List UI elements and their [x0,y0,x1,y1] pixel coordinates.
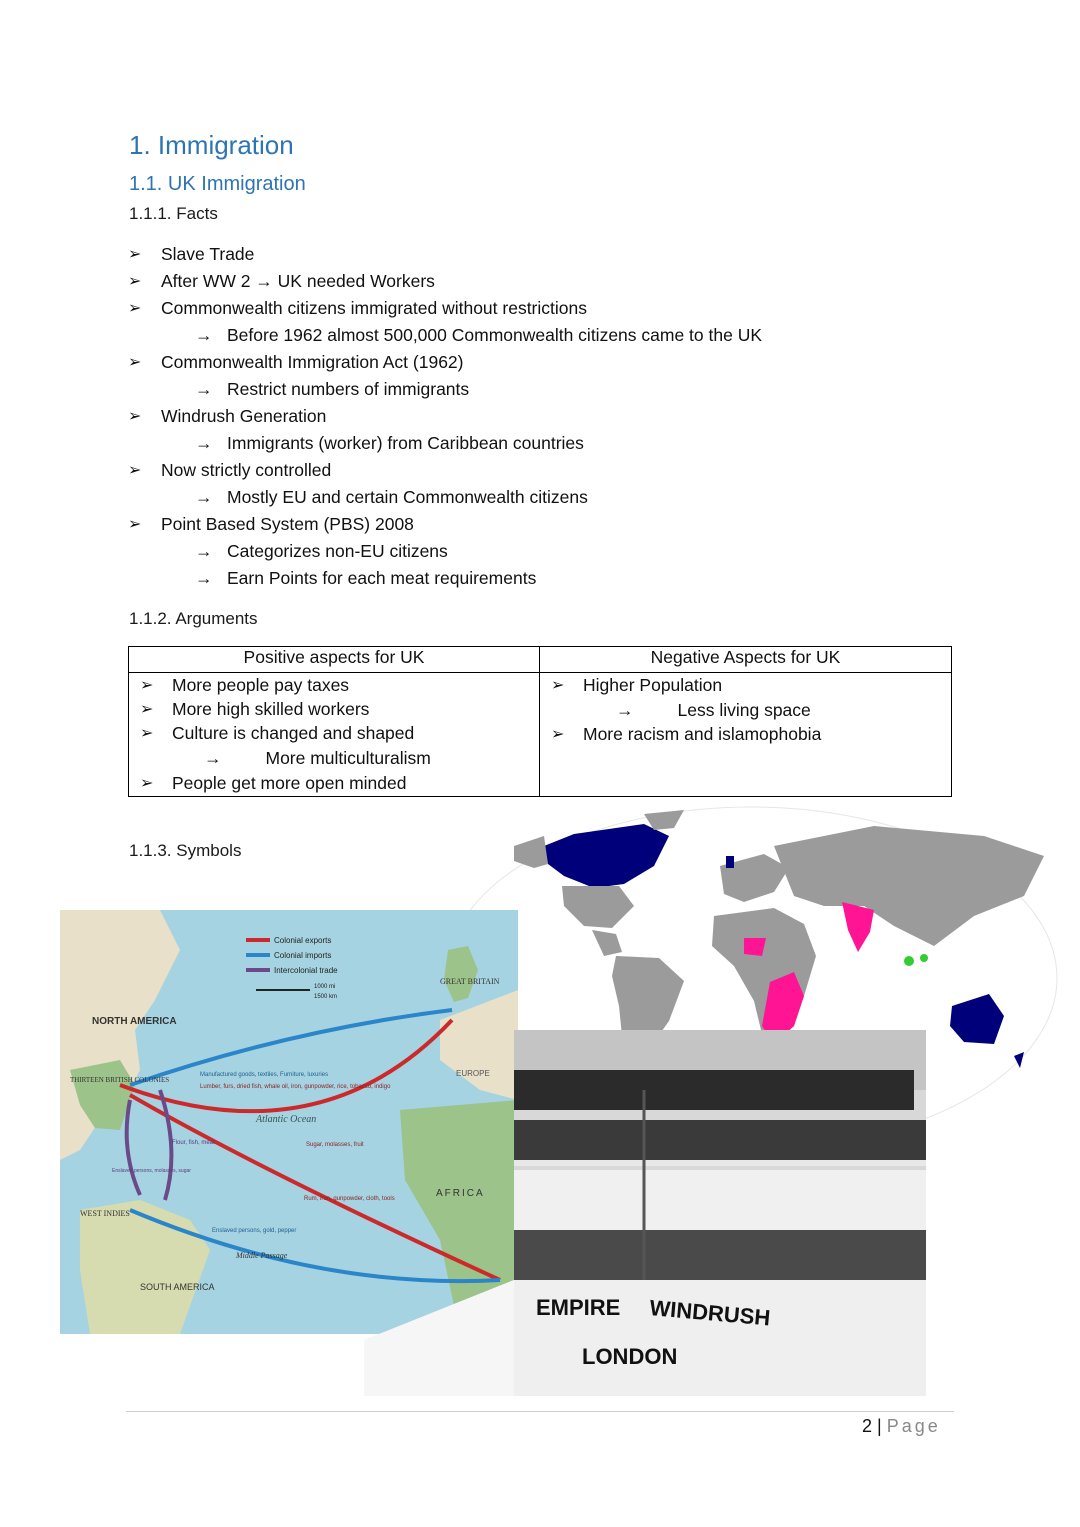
ship-name-windrush: WINDRUSH [648,1295,772,1331]
bullet-arrow-icon: ➢ [128,408,142,425]
positive-header: Positive aspects for UK [129,647,540,673]
bullet-arrow-icon: ➢ [140,725,154,742]
bullet-arrow-icon: ➢ [551,726,565,743]
route-label-manufactured: Manufactured goods, textiles, Furniture, luxuries [200,1072,329,1078]
ship-name-empire: EMPIRE [536,1295,621,1320]
page-number: 2 | Page [862,1416,941,1436]
label-great-britain: GREAT BRITAIN [440,977,500,986]
label-atlantic: Atlantic Ocean [256,1114,317,1125]
bullet-arrow-icon: ➢ [140,701,154,718]
right-arrow-icon: → [195,325,213,345]
negative-item: ➢ More racism and islamophobia [551,724,822,744]
negative-subitem: → Less living space [616,700,811,720]
scale-km: 1500 km [314,994,338,1000]
right-arrow-icon: → [195,433,213,453]
bullet-arrow-icon: ➢ [128,300,142,317]
positive-item: ➢ More people pay taxes [140,675,350,695]
label-europe: EUROPE [456,1069,490,1078]
ship-port-london: LONDON [582,1344,678,1369]
arguments-heading: 1.1.2. Arguments [129,609,258,628]
legend-intercolonial: Intercolonial trade [274,966,338,975]
fact-windrush: ➢ Windrush Generation [128,406,327,426]
bullet-arrow-icon: ➢ [551,677,565,694]
positive-item: ➢ More high skilled workers [140,699,370,719]
positive-item: ➢ Culture is changed and shaped [140,723,415,743]
negative-header: Negative Aspects for UK [540,647,952,673]
fact-controlled-sub: → Mostly EU and certain Commonwealth citizens [195,487,588,507]
bullet-arrow-icon: ➢ [140,677,154,694]
legend-imports: Colonial imports [274,951,332,960]
label-africa: AFRICA [436,1188,485,1199]
route-label-enslaved: Enslaved persons, gold, pepper [212,1228,297,1234]
fact-controlled: ➢ Now strictly controlled [128,460,332,480]
bullet-arrow-icon: ➢ [128,516,142,533]
uk-region [726,856,734,868]
bullet-arrow-icon: ➢ [128,246,142,263]
bullet-arrow-icon: ➢ [140,775,154,792]
right-arrow-icon: → [195,541,213,561]
right-arrow-icon: → [616,700,634,720]
route-label-sugar: Sugar, molasses, fruit [306,1142,364,1148]
label-middle-passage: Middle Passage [236,1251,288,1260]
positive-cell [129,673,540,797]
label-thirteen-colonies: THIRTEEN BRITISH COLONIES [70,1076,170,1084]
label-south-america: SOUTH AMERICA [140,1282,215,1292]
scale-mi: 1000 mi [314,984,336,990]
bullet-arrow-icon: ➢ [128,273,142,290]
route-label-lumber: Lumber, furs, dried fish, whale oil, iron, gunpowder, rice, tobacco, indigo [200,1084,391,1090]
bullet-arrow-icon: ➢ [128,354,142,371]
footer-rule [126,1411,954,1412]
positive-item: ➢ People get more open minded [140,773,407,793]
label-north-america: NORTH AMERICA [92,1016,177,1027]
section-title: 1.1. UK Immigration [129,173,306,195]
fact-windrush-sub: → Immigrants (worker) from Caribbean countries [195,433,584,453]
bullet-arrow-icon: ➢ [128,462,142,479]
fact-commonwealth: ➢ Commonwealth citizens immigrated without restrictions [128,298,587,318]
arguments-table [128,646,952,797]
route-label-intercolonial: Enslaved persons, molasses, sugar [112,1168,191,1174]
right-arrow-icon: → [195,379,213,399]
fact-pbs-sub1: → Categorizes non-EU citizens [195,541,448,561]
fact-pbs: ➢ Point Based System (PBS) 2008 [128,514,414,534]
label-west-indies: WEST INDIES [80,1209,130,1218]
negative-cell [540,673,952,797]
empire-windrush-photo [364,1030,926,1396]
negative-item: ➢ Higher Population [551,675,723,695]
right-arrow-icon: → [204,748,222,768]
positive-subitem: → More multiculturalism [204,748,431,768]
fact-pbs-sub2: → Earn Points for each meat requirements [195,568,537,588]
fact-act-sub: → Restrict numbers of immigrants [195,379,470,399]
fact-after-ww2: ➢ After WW 2 → UK needed Workers [128,271,435,291]
legend-exports: Colonial exports [274,936,332,945]
fact-slave-trade: ➢ Slave Trade [128,244,255,264]
page-title: 1. Immigration [129,130,294,160]
right-arrow-icon: → [195,568,213,588]
fact-immigration-act: ➢ Commonwealth Immigration Act (1962) [128,352,464,372]
route-label-flour: Flour, fish, meat [172,1140,215,1146]
facts-heading: 1.1.1. Facts [129,204,218,223]
right-arrow-icon: → [195,487,213,507]
route-label-rum: Rum, iron, gunpowder, cloth, tools [304,1196,395,1202]
fact-commonwealth-sub: → Before 1962 almost 500,000 Commonwealth citizens came to the UK [195,325,763,345]
symbols-heading: 1.1.3. Symbols [129,841,242,860]
